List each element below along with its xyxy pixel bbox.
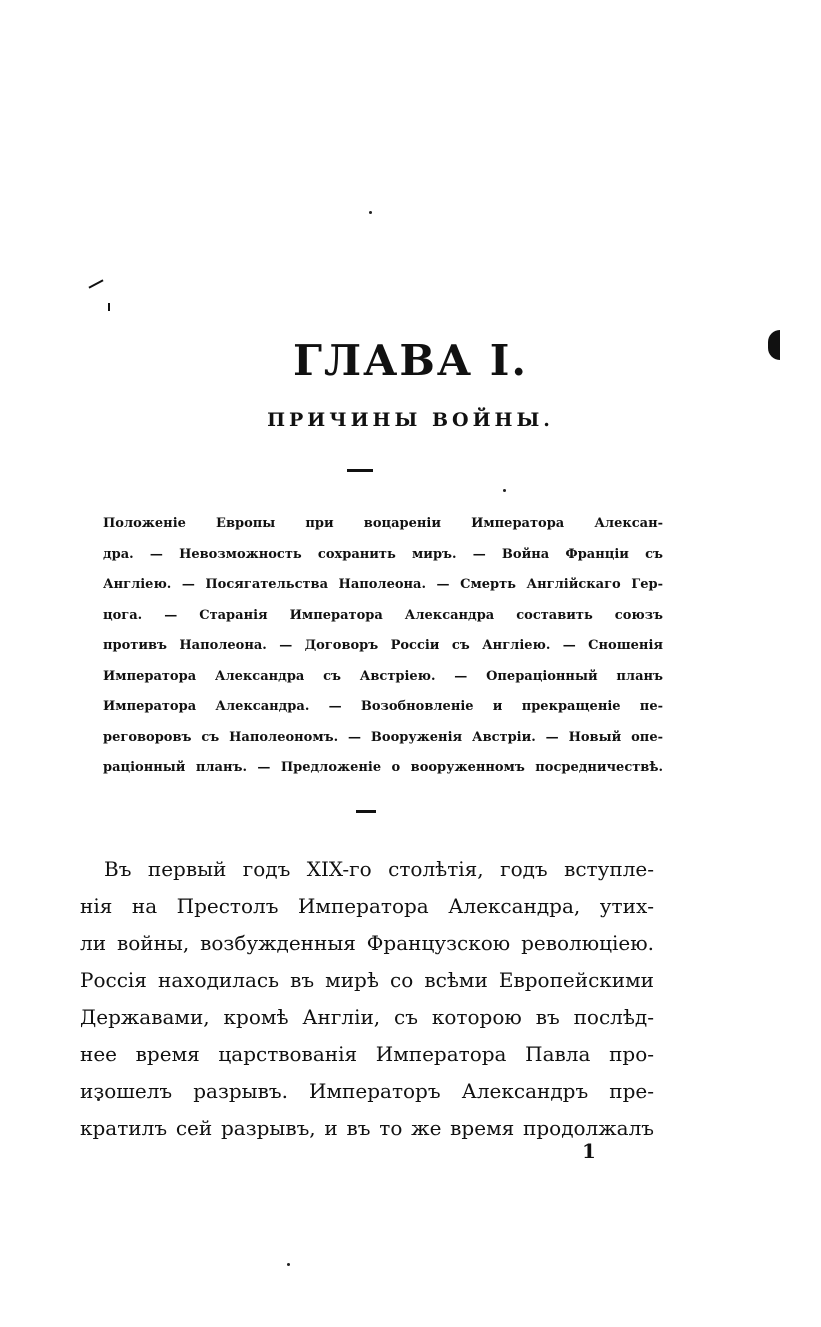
section-divider xyxy=(347,469,373,472)
body-line: изошелъ разрывъ. Императоръ Александръ пре- xyxy=(80,1079,654,1103)
body-line: нiя на Престолъ Императора Александра, утих- xyxy=(80,894,654,918)
summary-line: Положенiе Европы при воцаренiи Императора Алексан- xyxy=(103,516,663,531)
body-line: Державами, кромѣ Англiи, съ которою въ послѣд- xyxy=(80,1005,654,1029)
summary-line: Императора Александра. — Возобновленiе и прекращенiе пе- xyxy=(103,699,663,714)
summary-line: дра. — Невозможность сохранить миръ. — Война Францiи съ xyxy=(103,546,663,562)
body-line: Россiя находилась въ мирѣ со всѣми Европейскими xyxy=(80,968,654,992)
summary-line: цога. — Старанiя Императора Александра составить союзъ xyxy=(103,607,663,623)
ink-mark xyxy=(108,303,110,311)
chapter-title: ГЛАВА I. xyxy=(293,336,528,385)
chapter-subtitle: ПРИЧИНЫ ВОЙНЫ. xyxy=(267,409,554,431)
section-divider xyxy=(356,810,376,813)
ink-speck xyxy=(369,211,372,214)
body-paragraph xyxy=(80,851,654,1147)
summary-line: Императора Александра съ Австрiею. — Операцiонный планъ xyxy=(103,668,663,684)
page-number: 1 xyxy=(582,1139,596,1163)
ink-speck xyxy=(287,1263,290,1266)
ink-speck xyxy=(503,489,506,492)
ink-mark xyxy=(88,279,103,288)
summary-line: противъ Наполеона. — Договоръ Россiи съ Англiею. — Сношенiя xyxy=(103,638,663,653)
body-line: ли войны, возбужденныя Французскою революцiею. xyxy=(80,931,654,955)
chapter-summary xyxy=(103,509,663,784)
summary-line: рацiонный планъ. — Предложенiе о вооруженномъ посредничествѣ. xyxy=(103,760,663,775)
summary-line: реговоровъ съ Наполеономъ. — Вооруженiя Австрiи. — Новый опе- xyxy=(103,729,663,745)
body-line: нее время царствованiя Императора Павла про- xyxy=(80,1042,654,1066)
summary-line: Англiею. — Посягательства Наполеона. — Смерть Англiйскаго Гер- xyxy=(103,577,663,592)
body-line: Въ первый годъ XIX-го столѣтiя, годъ вступле- xyxy=(104,857,654,881)
body-line: кратилъ сей разрывъ, и въ то же время продолжалъ xyxy=(80,1116,654,1140)
